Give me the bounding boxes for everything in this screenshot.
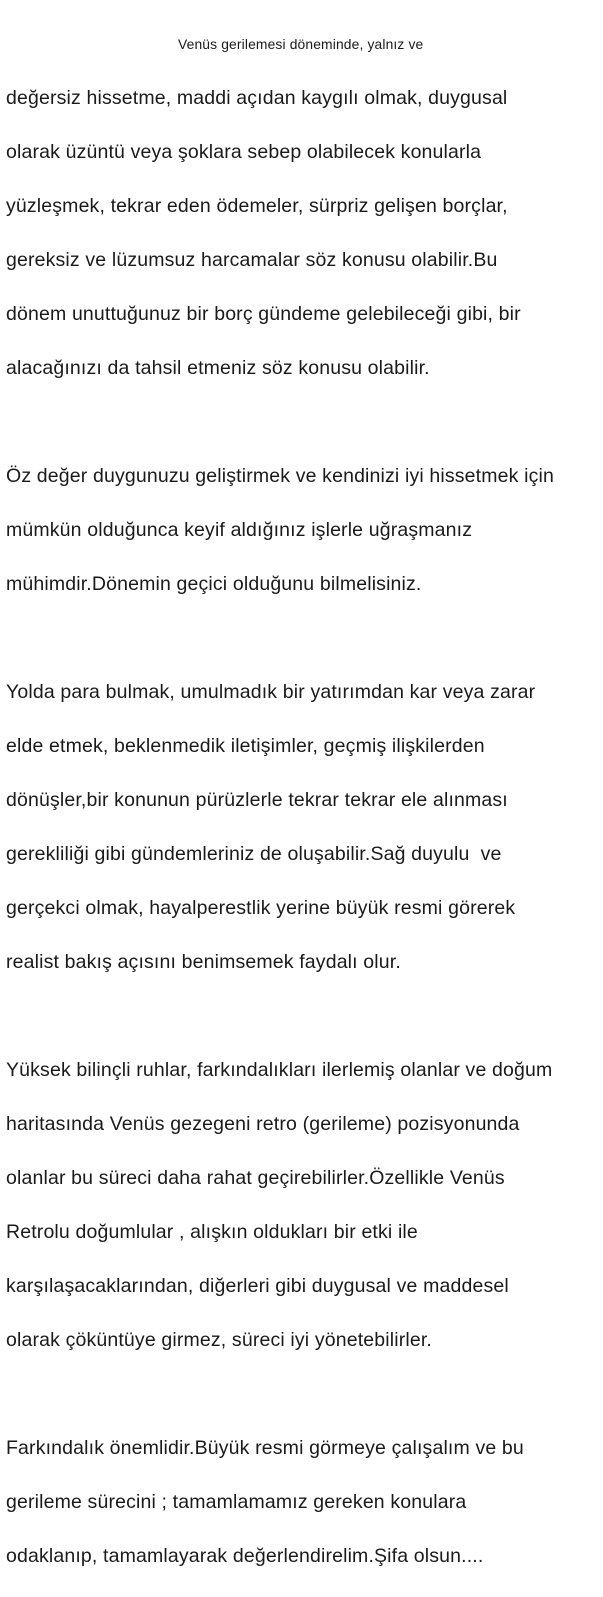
- text-line: realist bakış açısını benimsemek faydalı olur.: [6, 951, 401, 973]
- text-line: olanlar bu süreci daha rahat geçirebilirler.Özellikle Venüs: [6, 1167, 505, 1189]
- text-line: odaklanıp, tamamlayarak değerlendirelim.Şifa olsun....: [6, 1545, 484, 1567]
- text-line: yüzleşmek, tekrar eden ödemeler, sürpriz gelişen borçlar,: [6, 195, 508, 217]
- text-line: Farkındalık önemlidir.Büyük resmi görmeye çalışalım ve bu: [6, 1437, 524, 1459]
- paragraph-2: [6, 436, 601, 625]
- text-line: olarak üzüntü veya şoklara sebep olabilecek konularla: [6, 141, 482, 163]
- text-line: elde etmek, beklenmedik iletişimler, geçmiş ilişkilerden: [6, 735, 485, 757]
- paragraph-5: [6, 1408, 601, 1597]
- text-line: alacağınızı da tahsil etmeniz söz konusu olabilir.: [6, 357, 430, 379]
- text-line: değersiz hissetme, maddi açıdan kaygılı olmak, duygusal: [6, 87, 508, 109]
- paragraph-4: [6, 1030, 601, 1381]
- document-body: [6, 4, 601, 1597]
- text-line: Venüs gerilemesi döneminde, yalnız ve: [178, 36, 424, 52]
- text-line: dönem unuttuğunuz bir borç gündeme gelebileceği gibi, bir: [6, 303, 521, 325]
- text-line: Yüksek bilinçli ruhlar, farkındalıkları ilerlemiş olanlar ve doğum: [6, 1059, 553, 1081]
- text-line: olarak çöküntüye girmez, süreci iyi yönetebilirler.: [6, 1329, 432, 1351]
- text-line: mühimdir.Dönemin geçici olduğunu bilmelisiniz.: [6, 573, 422, 595]
- paragraph-1: [6, 4, 601, 409]
- text-line: haritasında Venüs gezegeni retro (gerileme) pozisyonunda: [6, 1113, 520, 1135]
- text-line: mümkün olduğunca keyif aldığınız işlerle uğraşmanız: [6, 519, 473, 541]
- text-line: gerçekci olmak, hayalperestlik yerine büyük resmi görerek: [6, 897, 516, 919]
- text-line: dönüşler,bir konunun pürüzlerle tekrar tekrar ele alınması: [6, 789, 508, 811]
- text-line: gerileme sürecini ; tamamlamamız gereken konulara: [6, 1491, 467, 1513]
- text-line: gereksiz ve lüzumsuz harcamalar söz konusu olabilir.Bu: [6, 249, 498, 271]
- text-line: karşılaşacaklarından, diğerleri gibi duygusal ve maddesel: [6, 1275, 509, 1297]
- text-line: Öz değer duygunuzu geliştirmek ve kendinizi iyi hissetmek için: [6, 465, 554, 487]
- text-line: Retrolu doğumlular , alışkın oldukları bir etki ile: [6, 1221, 418, 1243]
- paragraph-3: [6, 652, 601, 1003]
- text-line: gerekliliği gibi gündemleriniz de oluşabilir.Sağ duyulu ve: [6, 843, 502, 865]
- text-line: Yolda para bulmak, umulmadık bir yatırımdan kar veya zarar: [6, 681, 536, 703]
